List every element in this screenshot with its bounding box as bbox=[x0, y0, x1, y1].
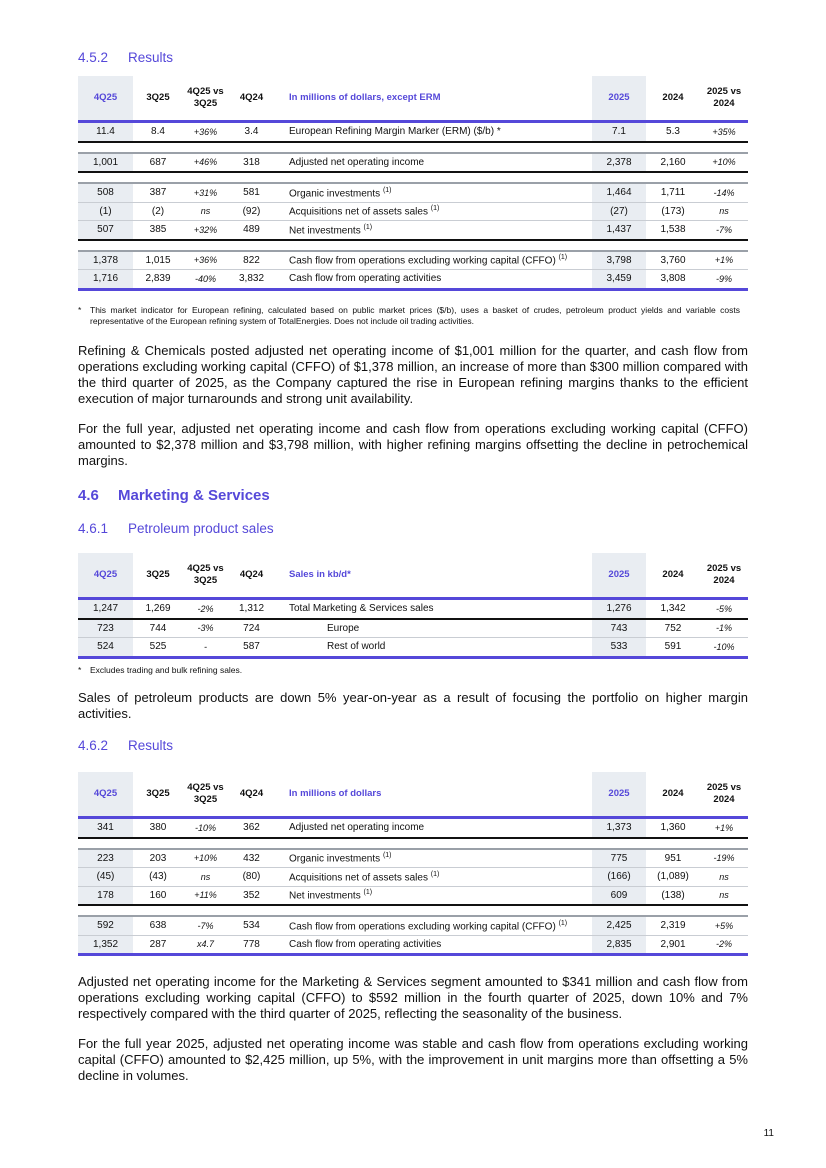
value-cell: -2% bbox=[715, 939, 732, 950]
value-cell: -5% bbox=[715, 603, 732, 614]
row-label bbox=[275, 935, 592, 955]
column-header: 3Q25 bbox=[146, 788, 170, 799]
value-cell: 341 bbox=[78, 818, 133, 838]
value-cell: +1% bbox=[714, 822, 734, 833]
value-cell: 638 bbox=[149, 920, 167, 932]
table-header-row bbox=[78, 553, 748, 599]
column-header: 2025 bbox=[592, 772, 646, 818]
row-label bbox=[275, 638, 592, 658]
value-cell: 508 bbox=[78, 183, 133, 202]
footnote-ref: (1) bbox=[558, 254, 568, 262]
value-cell: 744 bbox=[149, 622, 167, 634]
value-cell: 3,798 bbox=[592, 251, 646, 270]
value-cell: 752 bbox=[664, 622, 682, 634]
group-spacer bbox=[78, 905, 748, 916]
column-header: 4Q24 bbox=[239, 92, 264, 103]
table-row bbox=[78, 868, 748, 887]
row-label-text: Cash flow from operations excluding working capital (CFFO) bbox=[289, 920, 556, 932]
page-number: 11 bbox=[763, 1128, 774, 1139]
paragraph: Sales of petroleum products are down 5% year-on-year as a result of focusing the portfolio on higher margin activities. bbox=[78, 690, 748, 721]
table-row bbox=[78, 202, 748, 221]
value-cell: 1,373 bbox=[592, 818, 646, 838]
value-cell: 1,538 bbox=[660, 224, 686, 236]
value-cell: 3,808 bbox=[660, 273, 686, 285]
footnote-erm: * This market indicator for European refining, calculated based on public market prices ($/b), uses a basket of crudes, petroleum product yields and variable costs representative of the European refining system of TotalEnergies. Does not include oil trading activities. bbox=[78, 305, 740, 326]
column-header: In millions of dollars, except ERM bbox=[289, 92, 441, 103]
value-cell: 1,716 bbox=[78, 270, 133, 290]
value-cell: (27) bbox=[592, 202, 646, 221]
value-cell: (80) bbox=[242, 871, 261, 883]
row-label-text: Organic investments bbox=[289, 187, 381, 199]
section-heading-4-6-1: 4.6.1 Petroleum product sales bbox=[78, 521, 274, 536]
row-label bbox=[275, 202, 592, 221]
table-row bbox=[78, 619, 748, 638]
footnote-ref: (1) bbox=[558, 919, 568, 927]
footnote-ref: (1) bbox=[363, 889, 373, 897]
row-label-text: Cash flow from operating activities bbox=[289, 938, 442, 950]
row-label bbox=[275, 221, 592, 240]
value-cell: 1,378 bbox=[78, 251, 133, 270]
value-cell: ns bbox=[719, 890, 729, 901]
value-cell: 223 bbox=[78, 849, 133, 868]
column-header: 4Q25 vs 3Q25 bbox=[187, 782, 224, 805]
value-cell: -40% bbox=[194, 273, 216, 284]
table-header-row bbox=[78, 772, 748, 818]
value-cell: 5.3 bbox=[666, 126, 680, 138]
spacer-cell bbox=[78, 142, 748, 153]
row-label bbox=[275, 122, 592, 142]
value-cell: 592 bbox=[78, 916, 133, 935]
value-cell: 385 bbox=[149, 224, 167, 236]
value-cell: 2,319 bbox=[660, 920, 686, 932]
value-cell: 11.4 bbox=[78, 122, 133, 142]
value-cell: (166) bbox=[592, 868, 646, 887]
value-cell: 318 bbox=[243, 156, 260, 168]
paragraph: Adjusted net operating income for the Marketing & Services segment amounted to $341 million and cash flow from operations excluding working capital (CFFO) to $592 million in the fourth quarter of 2025, down 10% and 7% respectively compared with the third quarter of 2025, reflecting the seasonality of the business. bbox=[78, 974, 748, 1021]
value-cell: 1,437 bbox=[592, 221, 646, 240]
value-cell: 1,360 bbox=[660, 822, 686, 834]
column-header: 4Q24 bbox=[239, 788, 264, 799]
value-cell: ns bbox=[719, 871, 729, 882]
section-heading-4-5-2: 4.5.2 Results bbox=[78, 50, 174, 65]
value-cell: 1,711 bbox=[660, 187, 686, 199]
value-cell: 2,839 bbox=[145, 273, 171, 285]
value-cell: 2,901 bbox=[660, 938, 686, 950]
value-cell: -10% bbox=[713, 641, 735, 652]
spacer-cell bbox=[78, 172, 748, 183]
value-cell: -3% bbox=[197, 623, 214, 634]
value-cell: +1% bbox=[714, 255, 734, 266]
footnote-ref: (1) bbox=[382, 852, 392, 860]
value-cell: 524 bbox=[78, 638, 133, 658]
value-cell: 534 bbox=[243, 920, 260, 932]
value-cell: 2,378 bbox=[592, 153, 646, 173]
value-cell: (1,089) bbox=[657, 871, 689, 883]
spacer-cell bbox=[78, 905, 748, 916]
column-header: 4Q25 bbox=[78, 772, 133, 818]
value-cell: (2) bbox=[151, 205, 165, 217]
value-cell: 1,015 bbox=[145, 254, 171, 266]
value-cell: -2% bbox=[197, 603, 214, 614]
column-header: 4Q25 bbox=[78, 76, 133, 122]
row-label-text: Organic investments bbox=[289, 853, 381, 865]
value-cell: 507 bbox=[78, 221, 133, 240]
value-cell: (43) bbox=[149, 871, 167, 883]
value-cell: 822 bbox=[243, 254, 260, 266]
petroleum-sales-table bbox=[78, 553, 748, 659]
table-row bbox=[78, 886, 748, 905]
value-cell: 352 bbox=[243, 889, 260, 901]
row-label bbox=[275, 251, 592, 270]
value-cell: 609 bbox=[592, 886, 646, 905]
value-cell: x4.7 bbox=[196, 939, 214, 950]
row-label-text: Total Marketing & Services sales bbox=[289, 603, 434, 615]
value-cell: 380 bbox=[149, 822, 167, 834]
value-cell: -1% bbox=[715, 623, 732, 634]
column-header: Sales in kb/d* bbox=[289, 569, 351, 580]
value-cell: -19% bbox=[713, 853, 735, 864]
value-cell: -10% bbox=[194, 822, 216, 833]
footnote-ref: (1) bbox=[430, 870, 440, 878]
value-cell: +46% bbox=[193, 157, 218, 168]
value-cell: (45) bbox=[78, 868, 133, 887]
value-cell: 432 bbox=[243, 852, 260, 864]
column-header: 2024 bbox=[662, 569, 684, 580]
value-cell: (138) bbox=[661, 889, 685, 901]
group-spacer bbox=[78, 240, 748, 251]
value-cell: 775 bbox=[592, 849, 646, 868]
column-header: 2024 bbox=[662, 788, 684, 799]
row-label bbox=[275, 599, 592, 619]
value-cell: 2,835 bbox=[592, 935, 646, 955]
value-cell: +11% bbox=[194, 890, 217, 901]
value-cell: ns bbox=[200, 871, 211, 882]
refining-results-table bbox=[78, 76, 748, 291]
column-header: 2025 bbox=[592, 76, 646, 122]
value-cell: ns bbox=[719, 206, 729, 217]
value-cell: 8.4 bbox=[151, 126, 165, 138]
value-cell: 581 bbox=[243, 187, 260, 199]
value-cell: 7.1 bbox=[592, 122, 646, 142]
footnote-ref: (1) bbox=[382, 186, 392, 194]
value-cell: +10% bbox=[712, 157, 736, 168]
value-cell: (92) bbox=[242, 205, 261, 217]
value-cell: +31% bbox=[193, 187, 218, 198]
value-cell: 2,160 bbox=[660, 156, 686, 168]
row-label bbox=[275, 868, 592, 887]
section-heading-4-6-2: 4.6.2 Results bbox=[78, 738, 174, 753]
value-cell: +5% bbox=[714, 920, 734, 931]
value-cell: +35% bbox=[712, 126, 736, 137]
footnote-ref: (1) bbox=[430, 205, 440, 213]
row-label-text: Cash flow from operating activities bbox=[289, 273, 442, 285]
value-cell: +36% bbox=[193, 126, 218, 137]
column-header: 2025 vs 2024 bbox=[706, 563, 742, 586]
value-cell: 489 bbox=[243, 224, 260, 236]
table-row bbox=[78, 270, 748, 290]
row-label-text: Cash flow from operations excluding working capital (CFFO) bbox=[289, 255, 556, 267]
value-cell: 1,247 bbox=[78, 599, 133, 619]
row-label bbox=[275, 153, 592, 173]
column-header: 4Q24 bbox=[239, 569, 264, 580]
column-header: 4Q25 bbox=[78, 553, 133, 599]
value-cell: 1,342 bbox=[660, 603, 686, 615]
value-cell: 1,001 bbox=[78, 153, 133, 173]
row-label-text: Rest of world bbox=[327, 641, 386, 653]
group-spacer bbox=[78, 838, 748, 849]
value-cell: -9% bbox=[715, 273, 732, 284]
table-row bbox=[78, 818, 748, 838]
value-cell: 778 bbox=[243, 938, 260, 950]
value-cell: 178 bbox=[78, 886, 133, 905]
spacer-cell bbox=[78, 240, 748, 251]
paragraph: For the full year, adjusted net operating income and cash flow from operations excluding working capital (CFFO) amounted to $2,378 million and $3,798 million, with higher refining margins offsetting the decline in petrochemical margins. bbox=[78, 421, 748, 468]
value-cell: 587 bbox=[243, 641, 260, 653]
value-cell: 160 bbox=[149, 889, 167, 901]
column-header: 2025 vs 2024 bbox=[706, 782, 742, 805]
value-cell: 687 bbox=[149, 156, 167, 168]
value-cell: 591 bbox=[664, 641, 682, 653]
paragraph: For the full year 2025, adjusted net operating income was stable and cash flow from operations excluding working capital (CFFO) amounted to $2,425 million, up 5%, with the improvement in unit margins more than offsetting a 5% decline in volumes. bbox=[78, 1036, 748, 1083]
value-cell: 1,276 bbox=[592, 599, 646, 619]
group-spacer bbox=[78, 172, 748, 183]
column-header: 2025 vs 2024 bbox=[706, 86, 742, 109]
table-row bbox=[78, 849, 748, 868]
table-row bbox=[78, 916, 748, 935]
value-cell: 3,760 bbox=[660, 254, 686, 266]
table-row bbox=[78, 183, 748, 202]
paragraph: Refining & Chemicals posted adjusted net operating income of $1,001 million for the quarter, and cash flow from operations excluding working capital (CFFO) of $1,378 million, an increase of more than $300 million compared with the third quarter of 2025, as the Company captured the rise in European refining margins thanks to the efficient execution of major turnarounds and strong unit availability. bbox=[78, 343, 748, 406]
value-cell: 1,312 bbox=[238, 603, 265, 615]
value-cell: 3,459 bbox=[592, 270, 646, 290]
row-label-text: Acquisitions net of assets sales bbox=[289, 871, 428, 883]
value-cell: 533 bbox=[592, 638, 646, 658]
value-cell: (173) bbox=[661, 205, 685, 217]
row-label-text: Adjusted net operating income bbox=[289, 156, 425, 168]
value-cell: -14% bbox=[713, 187, 735, 198]
value-cell: 723 bbox=[78, 619, 133, 638]
row-label bbox=[275, 886, 592, 905]
row-label-text: Net investments bbox=[289, 890, 361, 902]
value-cell: (1) bbox=[78, 202, 133, 221]
table-row bbox=[78, 122, 748, 142]
value-cell: 724 bbox=[243, 622, 260, 634]
table-row bbox=[78, 638, 748, 658]
value-cell: +32% bbox=[193, 224, 218, 235]
value-cell: - bbox=[204, 641, 207, 652]
row-label-text: Net investments bbox=[289, 224, 361, 236]
value-cell: -7% bbox=[715, 224, 732, 235]
value-cell: 203 bbox=[149, 852, 167, 864]
table-row bbox=[78, 221, 748, 240]
value-cell: 287 bbox=[149, 938, 167, 950]
column-header: 2024 bbox=[662, 92, 684, 103]
value-cell: 362 bbox=[243, 822, 260, 834]
value-cell: +36% bbox=[193, 255, 218, 266]
column-header: 3Q25 bbox=[146, 569, 170, 580]
column-header: 4Q25 vs 3Q25 bbox=[187, 86, 224, 109]
value-cell: -7% bbox=[197, 920, 214, 931]
section-heading-4-6: 4.6 Marketing & Services bbox=[78, 487, 270, 504]
footnote-ref: (1) bbox=[363, 223, 373, 231]
marketing-results-table bbox=[78, 772, 748, 956]
table-header-row bbox=[78, 76, 748, 122]
table-row bbox=[78, 153, 748, 173]
row-label-text: Adjusted net operating income bbox=[289, 822, 425, 834]
row-label bbox=[275, 183, 592, 202]
value-cell: ns bbox=[200, 206, 211, 217]
value-cell: 3,832 bbox=[238, 273, 265, 285]
table-row bbox=[78, 599, 748, 619]
value-cell: 1,352 bbox=[78, 935, 133, 955]
value-cell: 2,425 bbox=[592, 916, 646, 935]
row-label bbox=[275, 818, 592, 838]
footnote-sales: * Excludes trading and bulk refining sales. bbox=[78, 665, 243, 675]
value-cell: +10% bbox=[193, 853, 218, 864]
value-cell: 1,269 bbox=[145, 603, 171, 615]
column-header: 4Q25 vs 3Q25 bbox=[187, 563, 224, 586]
value-cell: 387 bbox=[149, 187, 167, 199]
row-label bbox=[275, 270, 592, 290]
row-label bbox=[275, 916, 592, 935]
row-label-text: European Refining Margin Marker (ERM) ($/b) * bbox=[289, 126, 501, 138]
row-label bbox=[275, 849, 592, 868]
value-cell: 743 bbox=[592, 619, 646, 638]
column-header: In millions of dollars bbox=[289, 788, 382, 799]
row-label-text: Acquisitions net of assets sales bbox=[289, 206, 428, 218]
value-cell: 951 bbox=[664, 852, 682, 864]
value-cell: 3.4 bbox=[244, 126, 259, 138]
group-spacer bbox=[78, 142, 748, 153]
row-label-text: Europe bbox=[327, 622, 360, 634]
spacer-cell bbox=[78, 838, 748, 849]
table-row bbox=[78, 251, 748, 270]
column-header: 2025 bbox=[592, 553, 646, 599]
value-cell: 525 bbox=[149, 641, 167, 653]
column-header: 3Q25 bbox=[146, 92, 170, 103]
table-row bbox=[78, 935, 748, 955]
value-cell: 1,464 bbox=[592, 183, 646, 202]
row-label bbox=[275, 619, 592, 638]
